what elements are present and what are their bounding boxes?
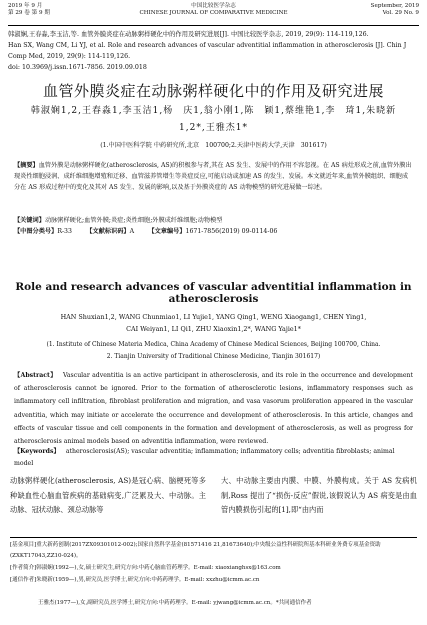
abstract-cn-label: 【摘要】	[14, 162, 39, 169]
authors-en-line: HAN Shuxian1,2, WANG Chunmiao1, LI Yujie1, YANG Qing1, WENG Xiaogang1, CHEN Ying1,	[60, 313, 367, 321]
article-number-value: 1671-7856(2019) 09-0114-06	[185, 228, 278, 235]
running-header	[8, 3, 419, 25]
clc-label: 【中图分类号】	[14, 228, 58, 235]
affiliation-en-line: 2. Tianjin University of Traditional Chinese Medicine, Tianjin 301617)	[106, 353, 321, 360]
doc-code-label: 【文献标识码】	[86, 228, 130, 235]
header-right	[371, 3, 419, 17]
footnote-author: [作者简介]韩淑娴(1992—),女,硕士研究生,研究方向:中药心脑血管药理学。E-mail: xiaoxianghsx@163.com	[10, 565, 281, 571]
article-title-en: Role and research advances of vascular adventitial inflammation in atherosclerosis	[15, 281, 412, 305]
header-journal-cn: 中国比较医学杂志	[191, 3, 236, 9]
authors-en	[30, 311, 397, 335]
keywords-cn	[14, 215, 413, 226]
header-center	[8, 3, 419, 17]
affiliation-cn: (1.中国中医科学院 中药研究所,北京 100700;2.天津中医药大学,天津 301617)	[100, 142, 327, 149]
header-rule	[8, 25, 419, 26]
keywords-en-text: atherosclerosis(AS); vascular adventitia; inflammation; inflammatory cells; adventitia fibroblasts; animal model	[14, 448, 395, 467]
citation-block	[8, 29, 419, 73]
body-column-right: 大、中动脉主要由内膜、中膜、外膜构成。关于 AS 发病机制,Ross 提出了“损伤-反应”假说,该假说认为 AS 病变是由血管内膜损伤引起的[1],即“由内而	[221, 476, 417, 514]
keywords-cn-label: 【关键词】	[14, 217, 45, 224]
affiliation-en	[18, 339, 409, 363]
header-volume-en: Vol. 29 No. 9	[382, 10, 419, 16]
authors-en-line: CAI Weiyan1, LI Qi1, ZHU Xiaoxin1,2*, WANG Yajie1*	[126, 325, 301, 333]
header-date-en: September, 2019	[370, 3, 419, 9]
abstract-en-text: Vascular adventitia is an active participant in atherosclerosis, and its role in the occurrence and development of atherosclerosis cannot be ignored. Prior to the formation of atherosclerotic lesions, inflammatory responses such as inflammatory cell infiltration, fibroblast proliferation and migration, and vasa vasorum proliferation appeared in the vascular adventitia, which may initiate or accelerate the occurrence and development of atherosclerosis. In this article, changes and effects of vascular tissue and cell components in the formation and development of atherosclerosis, as well as progress for atherosclerosis animal models based on adventitia inflammation, were reviewed.	[14, 372, 413, 446]
footnote-fund: [基金项目]重大新药创制(2017ZX09301012-002);国家自然科学基金(81571416 21,81673640);中央级公益性科研院所基本科研业务费专项基金资助(ZXKT17043,ZZ10-024)。	[10, 542, 381, 559]
abstract-cn-text: 血管外膜是动脉粥样硬化(atherosclerosis, AS)的积极参与者,其在 AS 发生、发展中的作用不容忽视。在 AS 病灶形成之前,血管外膜出现炎性细胞浸润、成纤维细胞增殖和迁移、血管滋养管增生等炎症反应,可能启动或加速 AS 的发生、发展。本文就近年来,血管外膜组织、细胞成分在 AS 形成过程中的变化及其对 AS 发生、发展的影响,以及基于外膜炎症的 AS 动物模型的研究进展做一综述。	[14, 162, 412, 191]
keywords-en	[14, 446, 413, 470]
header-journal-en: CHINESE JOURNAL OF COMPARATIVE MEDICINE	[139, 10, 288, 16]
header-date-cn: 2019 年 9 月	[8, 3, 43, 9]
header-volume-cn: 第 29 卷 第 9 期	[8, 10, 50, 16]
keywords-cn-text: 动脉粥样硬化;血管外膜;炎症;炎性细胞;外膜成纤维细胞;动物模型	[44, 217, 223, 224]
clc-value: R-33	[57, 228, 72, 235]
doc-code-value: A	[129, 228, 135, 235]
citation-en: Han SX, Wang CM, Li YJ, et al. Role and research advances of vascular adventitial inflammation in atherosclerosis [J]. Chin J Comp Med, 2019, 29(9): 114-119,126.	[8, 42, 407, 60]
article-number-label: 【文章编号】	[148, 228, 186, 235]
abstract-en-label: 【Abstract】	[14, 372, 57, 379]
affiliation-en-line: (1. Institute of Chinese Materia Medica, China Academy of Chinese Medical Sciences, Beijing 100700, China.	[46, 341, 381, 348]
abstract-cn	[14, 160, 413, 193]
classification-line	[14, 226, 413, 237]
article-title-cn: 血管外膜炎症在动脉粥样硬化中的作用及研究进展	[42, 82, 384, 100]
authors-cn: 韩淑娴1,2,王春淼1,李玉洁1,杨 庆1,翁小刚1,陈 颖1,蔡维艳1,李 琦1,朱晓新1,2*,王雅杰1*	[30, 106, 397, 133]
citation-doi: doi: 10.3969/j.issn.1671-7856. 2019.09.018	[8, 64, 147, 71]
footnote-rule	[10, 537, 417, 538]
footnote-corresponding: [通信作者]朱晓新(1959—),男,研究员,医学博士,研究方向:中药药理学。E-mail: xxzhu@icmm.ac.cn	[10, 577, 260, 583]
citation-cn: 韩淑娴,王春淼,李玉洁,等. 血管外膜炎症在动脉粥样硬化中的作用及研究进展[J]. 中国比较医学杂志, 2019, 29(9): 114-119,126.	[8, 31, 369, 38]
footnote-corresponding-2: 王雅杰(1977—),女,副研究员,医学博士,研究方向:中药药理学。E-mail: yjwang@icmm.ac.cn。*共同通信作者	[38, 600, 312, 606]
body-column-left: 动脉粥样硬化(atherosclerosis, AS)是冠心病、脑梗死等多种缺血性心脑血管疾病的基础病变,广泛累及大、中动脉。主动脉、冠状动脉、颈总动脉等	[10, 476, 206, 514]
keywords-en-label: 【Keywords】	[14, 448, 60, 455]
abstract-en	[14, 369, 413, 448]
